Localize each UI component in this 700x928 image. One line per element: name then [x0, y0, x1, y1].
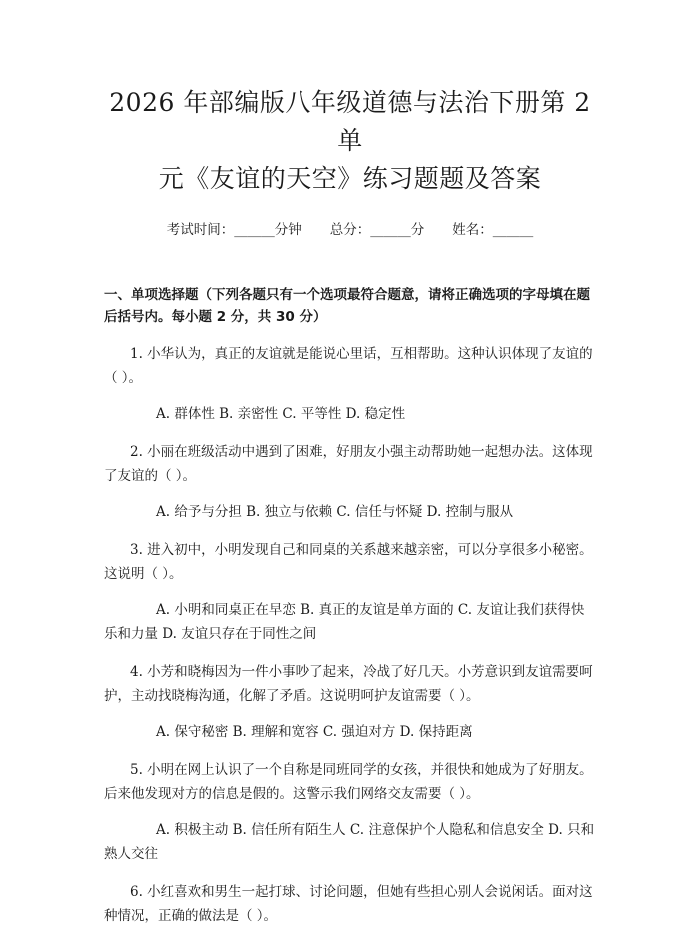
- exam-info: [104, 220, 596, 240]
- exam-time: 考试时间：______分钟: [166, 222, 302, 238]
- question-1-options: A. 群体性 B. 亲密性 C. 平等性 D. 稳定性: [156, 406, 406, 422]
- question-6-stem: 6. 小红喜欢和男生一起打球、讨论问题，但她有些担心别人会说闲话。面对这种情况，正确的做法是（ ）。: [104, 884, 593, 924]
- question-4-stem: 4. 小芳和晓梅因为一件小事吵了起来，冷战了好几天。小芳意识到友谊需要呵护，主动找晓梅沟通，化解了矛盾。这说明呵护友谊需要（ ）。: [104, 664, 593, 704]
- section-heading-single-choice: 一、单项选择题（下列各题只有一个选项最符合题意，请将正确选项的字母填在题后括号内。每小题 2 分，共 30 分）: [104, 287, 590, 325]
- question-3-options: A. 小明和同桌正在早恋 B. 真正的友谊是单方面的 C. 友谊让我们获得快乐和力量 D. 友谊只存在于同性之间: [104, 602, 585, 642]
- question-5-options: A. 积极主动 B. 信任所有陌生人 C. 注意保护个人隐私和信息安全 D. 只和熟人交往: [104, 822, 595, 862]
- question-5-stem: 5. 小明在网上认识了一个自称是同班同学的女孩，并很快和她成为了好朋友。后来他发现对方的信息是假的。这警示我们网络交友需要（ ）。: [104, 762, 593, 802]
- question-3-stem: 3. 进入初中，小明发现自己和同桌的关系越来越亲密，可以分享很多小秘密。这说明（ ）。: [104, 542, 593, 582]
- question-2-options: A. 给予与分担 B. 独立与依赖 C. 信任与怀疑 D. 控制与服从: [156, 504, 514, 520]
- question-4-options: A. 保守秘密 B. 理解和宽容 C. 强迫对方 D. 保持距离: [156, 724, 473, 740]
- document-title: [104, 0, 596, 198]
- title-line-1: 2026 年部编版八年级道德与法治下册第 2 单: [109, 88, 591, 155]
- student-name: 姓名：______: [452, 222, 534, 238]
- title-line-2: 元《友谊的天空》练习题题及答案: [158, 164, 542, 193]
- question-1-stem: 1. 小华认为，真正的友谊就是能说心里话，互相帮助。这种认识体现了友谊的（ ）。: [104, 346, 593, 386]
- question-2-stem: 2. 小丽在班级活动中遇到了困难，好朋友小强主动帮助她一起想办法。这体现了友谊的（ ）。: [104, 444, 593, 484]
- exam-total-score: 总分：______分: [329, 222, 425, 238]
